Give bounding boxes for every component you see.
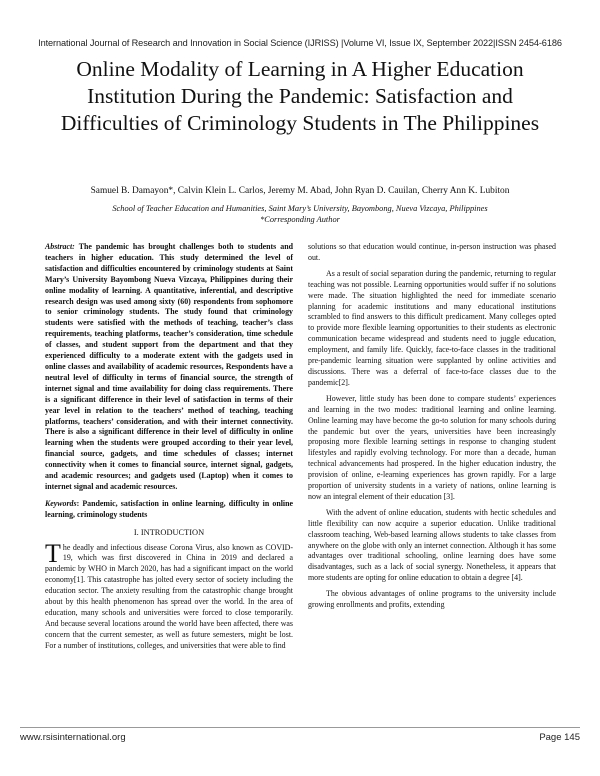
abstract xyxy=(45,242,293,493)
page-number: Page 145 xyxy=(539,732,580,743)
body-paragraph-2: However, little study has been done to compare students’ experiences and learning in the two modes: traditional learning and online learning. Online learning may have become the go-to solution for many schools during the pandemic but over the years, universities have been increasingly proposing more flexible learning settings in response to changing student lifestyles and rapidly evolving technology. For more than a decade, human technical advancements had prospered. In the higher education industry, the provision of online, e-learning experiences has grown rapidly. For a large proportion of university students in a variety of nations, online learning is now an integral element of their education [3]. xyxy=(308,393,556,501)
keywords-text: : Pandemic, satisfaction in online learning, difficulty in online learning, criminology students xyxy=(45,498,293,519)
left-column xyxy=(45,242,293,652)
body-paragraph-4: The obvious advantages of online programs to the university include growing enrollments and profits, extending xyxy=(308,589,556,610)
intro-paragraph: The deadly and infectious disease Corona Virus, also known as COVID-19, which was first discovered in China in 2019 and declared a pandemic by WHO in March 2020, has had a significant impact on the world economy[1]. This catastrophe has jolted every sector of society including the education sector. The anxiety resulting from the catastrophic change brought about by this health phenomenon has spread over the world. In the area of education, many schools and universities were forced to close temporarily. And because several locations around the world have been affected, there was concern that the current semester, as well as future semesters, might be lost. For a number of institutions, colleges, and universities that were able to find xyxy=(45,538,293,650)
footer-divider xyxy=(20,727,580,728)
affiliation-block xyxy=(20,203,580,225)
right-column xyxy=(308,242,556,611)
body-paragraph-1: As a result of social separation during the pandemic, returning to regular teaching was not possible. Learning opportunities would suffer if no solutions were made. The situation highlighted the need for immediate scenario planning for academic institutions and many educational institutions scrambled to find answers to this difficult predicament. Many colleges opted to provide more flexible learning opportunities to their students as electronic communication became widespread and students need to juggle education, employment, and family life. Quickly, face-to-face classes in the traditional pre-pandemic learning situation were supplanted by online activities and discussions. There was a deferral of face-to-face classes due to the pandemic[2]. xyxy=(308,268,556,387)
journal-header: International Journal of Research and Innovation in Social Science (IJRISS) |Volume VI, Issue IX, September 2022|ISSN 2454-6186 xyxy=(38,38,562,48)
abstract-text: The pandemic has brought challenges both to students and teachers in higher education. This study determined the level of satisfaction and difficulties encountered by criminology students at Saint Mary’s University Bayombong Nueva Vizcaya, Philippines during their online modality of learning. A quantitative, inferential, and descriptive research design was used among sixty (60) respondents from sophomore to senior criminology students. The study found that criminology students were satisfied with the methods of teaching, teacher’s class requirements, teaching platforms, teacher’s consideration, time schedule of classes, and student support from the department and that they experienced difficulty to a moderate extent with the gadgets used in online classes and availability of academic resources, Respondents have a neutral level of difficulty in terms of financial source, the strength of internet signal and time availability for doing class requirements. There is a significant difference in their level of satisfaction in terms of their year level in relation to the teachers’ method of teaching, teaching platforms, teachers’ consideration, and with their internet connectivity. There is also a significant difference in their level of difficulty in online learning when the students were grouped according to their year level, financial source, gadgets, and time schedules of classes; internet connectivity when it comes to financial source, internet signal, gadgets, and academic resources; and gadgets used (Laptop) when it comes to internet signal and academic resources. xyxy=(45,242,293,491)
body-paragraph-0: solutions so that education would continue, in-person instruction was phased out. xyxy=(308,242,556,262)
keywords xyxy=(45,499,293,521)
body-paragraph-3: With the advent of online education, students with hectic schedules and little flexibility can now acquire a superior education. Unlike traditional classroom teaching, Web-based learning allows students to take classes from anywhere on the globe with only an internet connection. Although it has some advantages over traditional schooling, online learning does have some disadvantages, such as a lack of social synergy. Nonetheless, it appears that more students are opting for online education to obtain a degree [4]. xyxy=(308,507,556,583)
author-list: Samuel B. Damayon*, Calvin Klein L. Carlos, Jeremy M. Abad, John Ryan D. Cauilan, Cherry Ann K. Lubiton xyxy=(90,186,510,196)
keywords-label: Keywords xyxy=(45,498,77,508)
footer-url: www.rsisinternational.org xyxy=(20,732,126,743)
paper-title: Online Modality of Learning in A Higher Education Institution During the Pandemic: Satisfaction and Difficulties of Criminology Students in The Philippines xyxy=(60,57,540,135)
corresponding-author-note: *Corresponding Author xyxy=(260,215,340,224)
abstract-label: Abstract: xyxy=(45,242,75,251)
section-heading-introduction: I. INTRODUCTION xyxy=(133,527,205,537)
affiliation: School of Teacher Education and Humanities, Saint Mary’s University, Bayombong, Nueva Vizcaya, Philippines xyxy=(112,204,488,213)
